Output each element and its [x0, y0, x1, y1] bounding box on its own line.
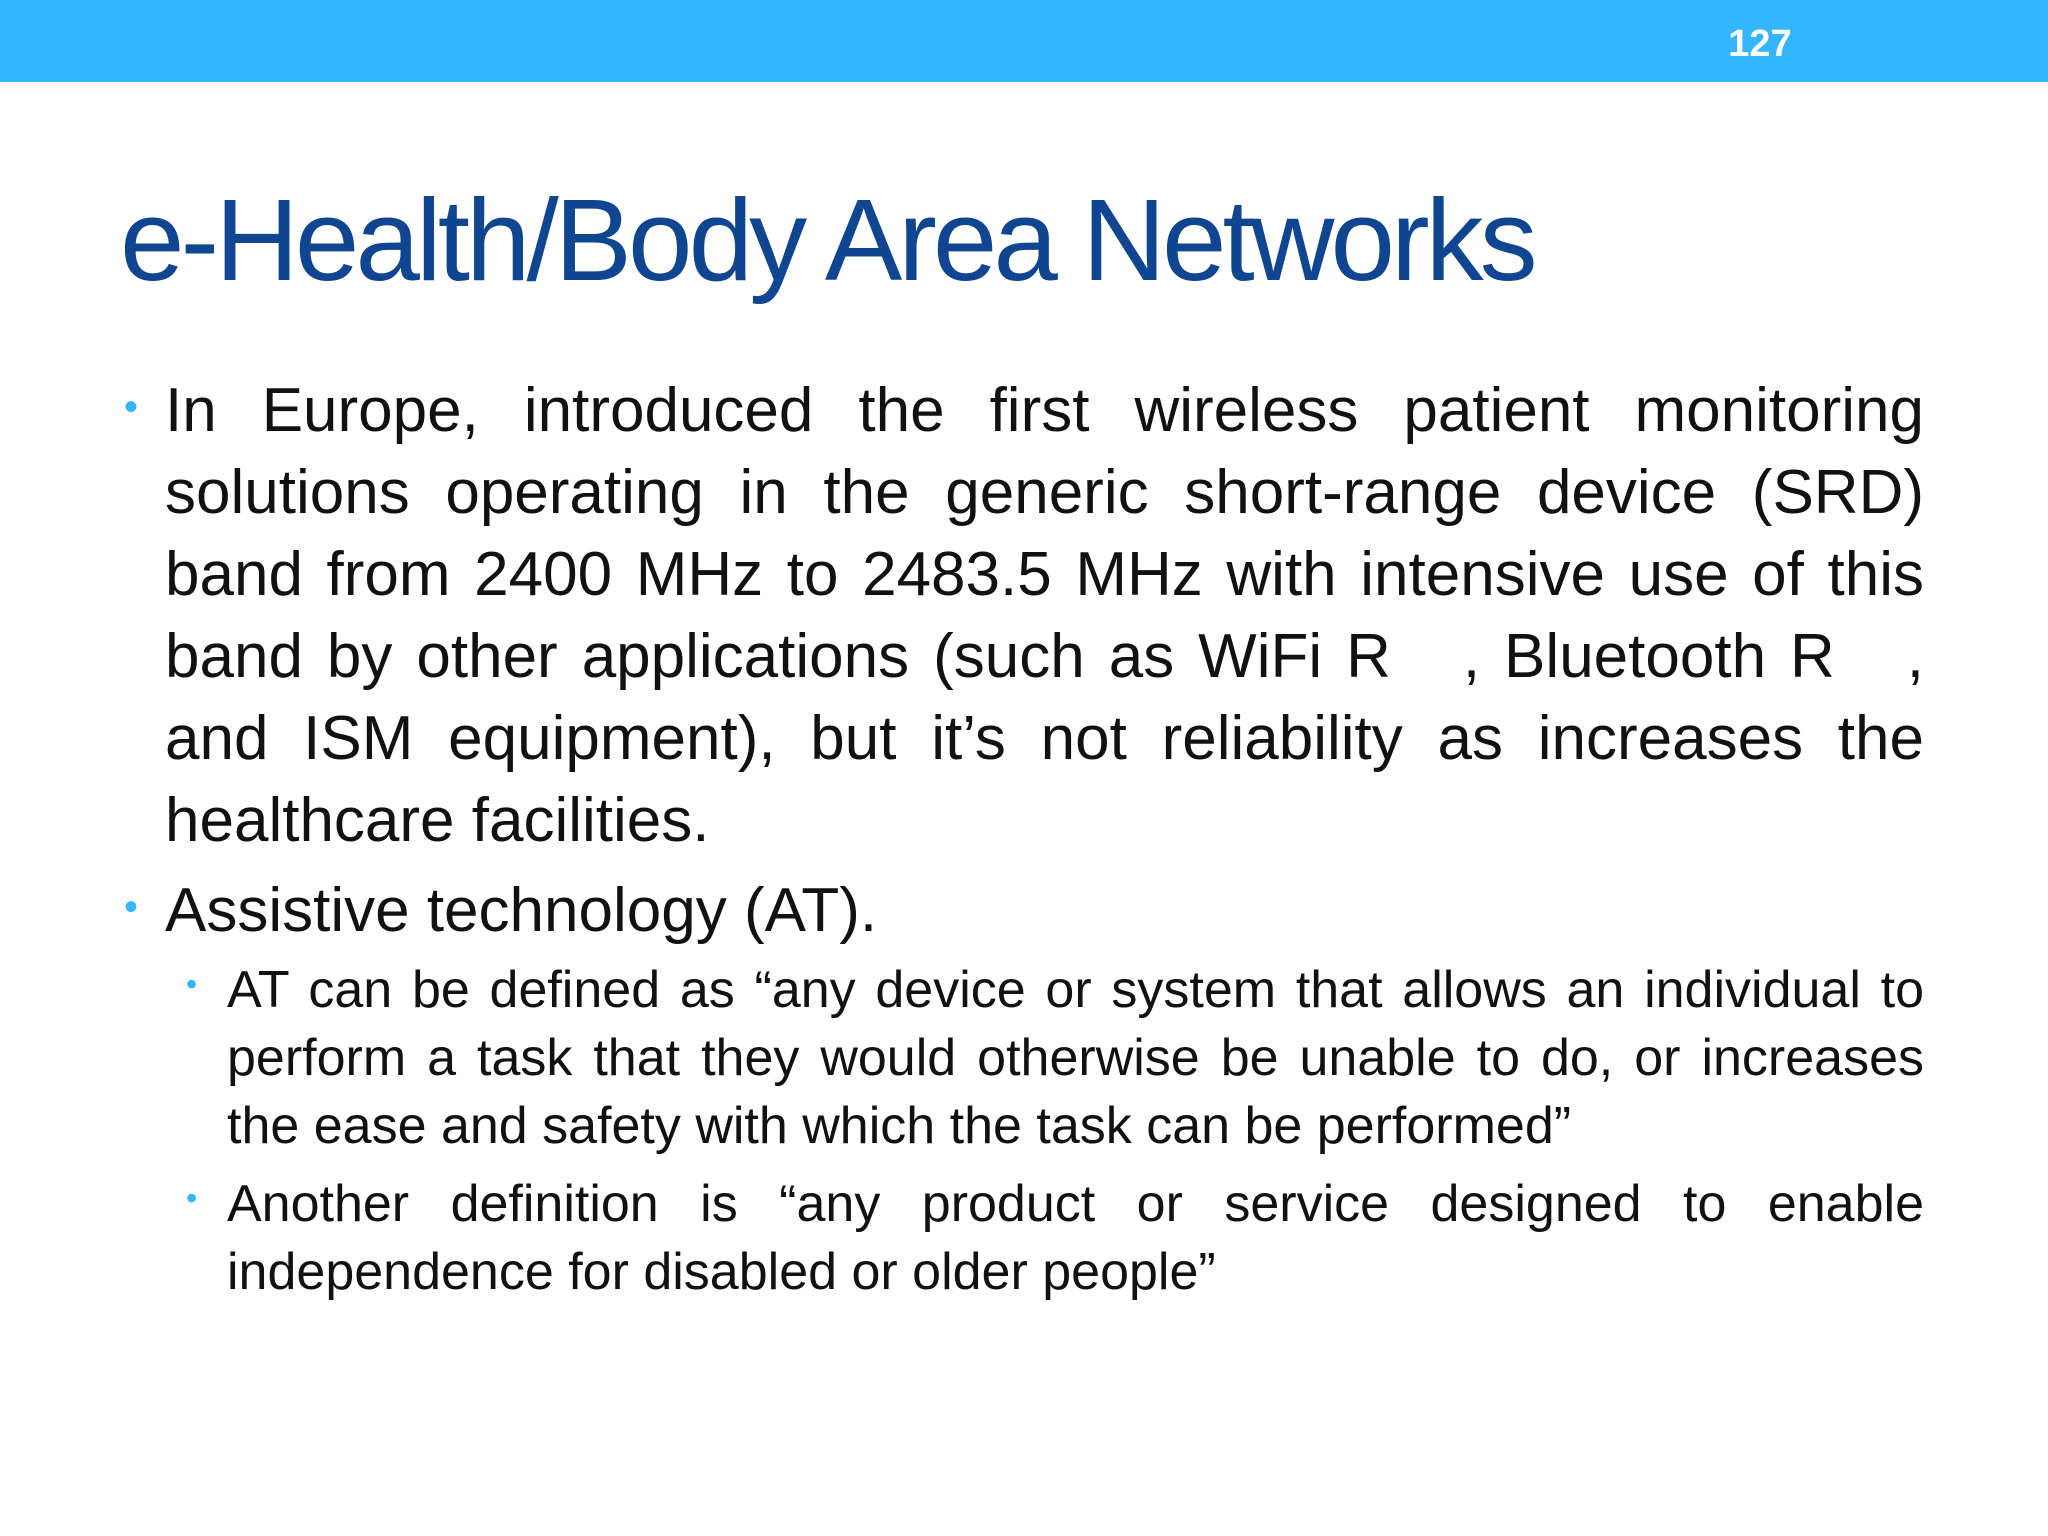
subbullet-text: Another definition is “any product or service designed to enable independence for disabled or older people”: [227, 1175, 1924, 1301]
bullet-text: Assistive technology (AT).: [165, 876, 878, 945]
slide-body: [120, 370, 1942, 1306]
top-bar: [0, 0, 2048, 82]
subbullet-at-definition: [182, 956, 1924, 1160]
bullet-marker-icon: •: [186, 1180, 198, 1216]
bullet-marker-icon: •: [124, 385, 139, 429]
bullet-marker-icon: •: [186, 966, 198, 1002]
bullet-text: In Europe, introduced the first wireless patient monitoring solutions operating in the generic short-range device (SRD) band from 2400 MHz to 2483.5 MHz with intensive use of this band by other applications (such as WiFi R , Bluetooth R , and ISM equipment), but it’s not reliability as increases the healthcare facilities.: [165, 376, 1942, 855]
bullet-marker-icon: •: [124, 885, 139, 929]
subbullet-text: AT can be defined as “any device or system that allows an individual to perform a task that they would otherwise be unable to do, or increases the ease and safety with which the task can be performed”: [227, 961, 1924, 1155]
slide-title: e-Health/Body Area Networks: [120, 175, 1534, 305]
bullet-assistive-technology: [120, 870, 1924, 952]
subbullet-another-definition: [182, 1170, 1924, 1306]
bullet-europe-monitoring: [120, 370, 1942, 862]
slide-number: 127: [1728, 23, 1792, 65]
